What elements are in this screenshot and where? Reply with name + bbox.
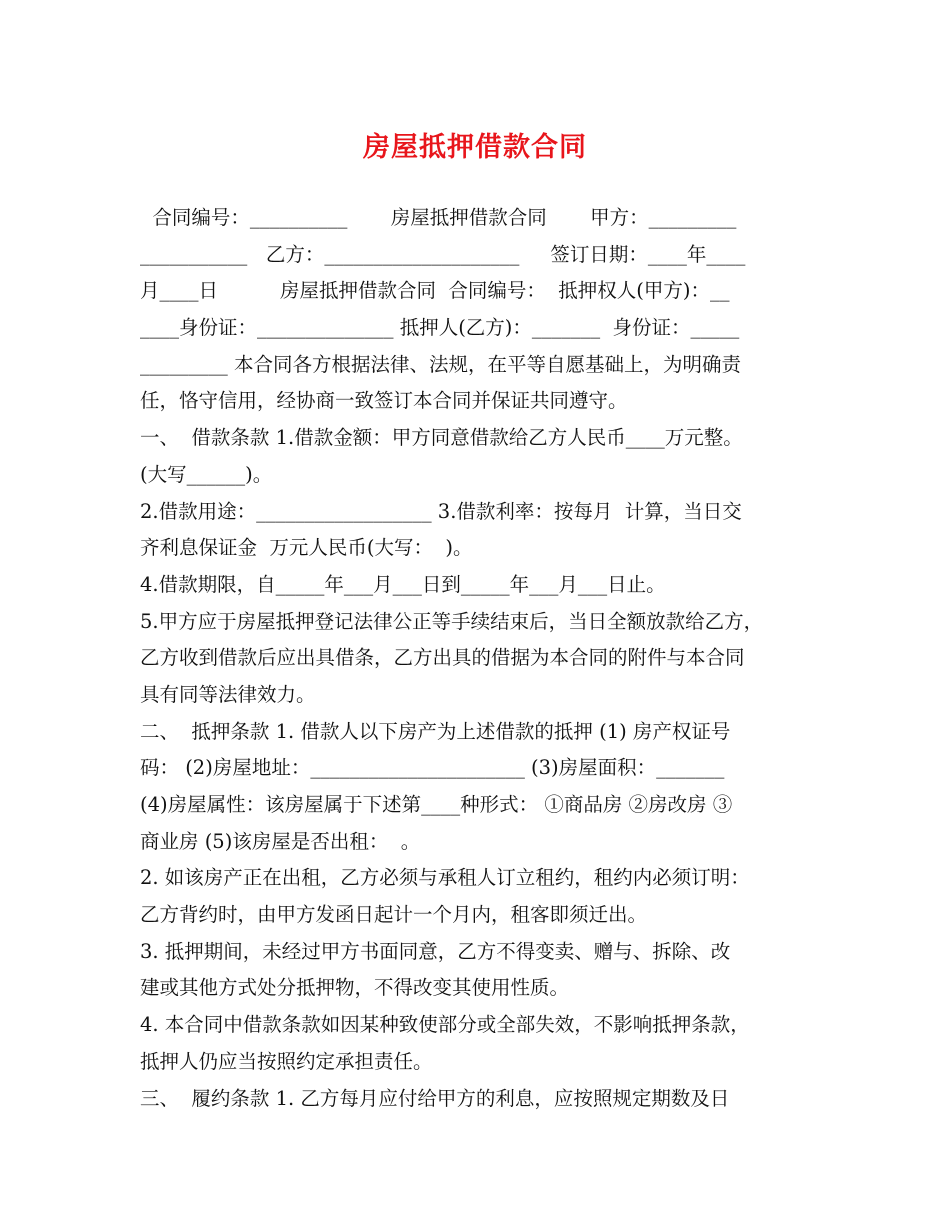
body-line-9: 2.借款用途：__________________ 3.借款利率：按每月 计算，当日交 (140, 499, 742, 523)
body-line-8: (大写______)。 (140, 462, 273, 486)
body-line-21: 3. 抵押期间，未经过甲方书面同意，乙方不得变卖、赠与、拆除、改 (140, 939, 731, 963)
body-line-7: 一、 借款条款 1.借款金额：甲方同意借款给乙方人民币____万元整。 (140, 426, 743, 450)
body-line-17: (4)房屋属性：该房屋属于下述第____种形式： ①商品房 ②房改房 ③ (140, 793, 733, 816)
body-line-4: ____身份证：______________ 抵押人(乙方)：_______ 身份证：_____ (140, 316, 740, 340)
body-line-1: 合同编号：__________ 房屋抵押借款合同 甲方：_________ (140, 206, 737, 229)
body-line-10: 齐利息保证金 万元人民币(大写： )。 (140, 536, 473, 560)
body-line-3: 月____日 房屋抵押借款合同 合同编号： 抵押权人(甲方)：__ (140, 279, 730, 303)
body-line-22: 建或其他方式处分抵押物，不得改变其使用性质。 (140, 976, 570, 1000)
body-line-6: 任，恪守信用，经协商一致签订本合同并保证共同遵守。 (140, 389, 628, 413)
body-line-11: 4.借款期限，自_____年___月___日到_____年___月___日止。 (140, 572, 666, 596)
document-body (140, 200, 813, 1117)
body-line-5: _________ 本合同各方根据法律、法规，在平等自愿基础上，为明确责 (140, 352, 741, 376)
body-line-19: 2. 如该房产正在出租，乙方必须与承租人订立租约，租约内必须订明： (140, 866, 750, 890)
body-line-25: 三、 履约条款 1. 乙方每月应付给甲方的利息，应按照规定期数及日 (140, 1086, 730, 1110)
body-line-18: 商业房 (5)该房屋是否出租： 。 (140, 829, 421, 853)
body-line-2: ___________ 乙方：____________________ 签订日期：____年____ (140, 242, 746, 266)
body-line-14: 具有同等法律效力。 (140, 682, 316, 706)
body-line-23: 4. 本合同中借款条款如因某种致使部分或全部失效，不影响抵押条款， (140, 1013, 750, 1037)
body-line-24: 抵押人仍应当按照约定承担责任。 (140, 1049, 433, 1073)
body-line-20: 乙方背约时，由甲方发函日起计一个月内，租客即须迁出。 (140, 903, 648, 927)
body-line-16: 码： (2)房屋地址：______________________ (3)房屋面积：_______ (140, 756, 725, 780)
body-line-13: 乙方收到借款后应出具借条，乙方出具的借据为本合同的附件与本合同 (140, 646, 745, 670)
document-title: 房屋抵押借款合同 (363, 132, 587, 163)
body-line-15: 二、 抵押条款 1. 借款人以下房产为上述借款的抵押 (1) 房产权证号 (140, 719, 731, 743)
body-line-12: 5.甲方应于房屋抵押登记法律公正等手续结束后，当日全额放款给乙方， (140, 609, 764, 633)
